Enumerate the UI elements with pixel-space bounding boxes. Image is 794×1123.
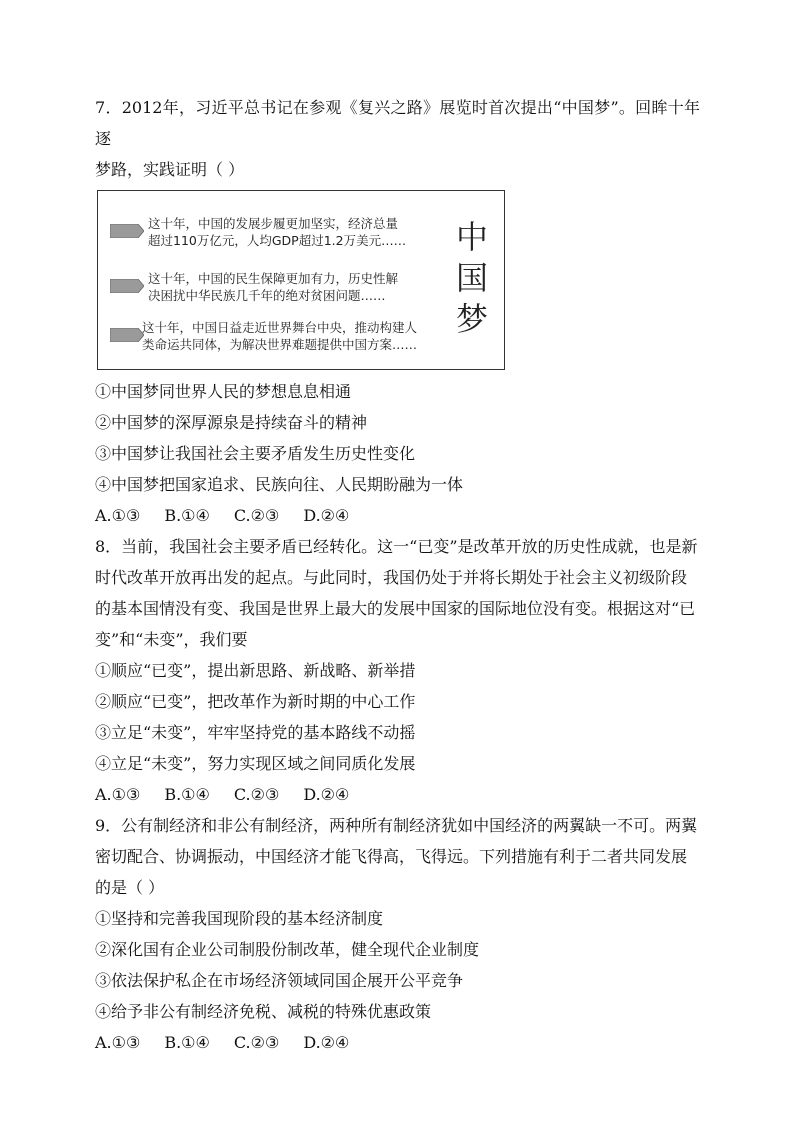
choice-b: B.①④ — [164, 506, 210, 525]
question-8 — [95, 531, 700, 810]
chinese-dream-vertical-title — [454, 217, 490, 340]
arrow-icon — [110, 279, 144, 293]
question-8-option-3: ③立足“未变”，牢牢坚持党的基本路线不动摇 — [95, 723, 416, 742]
choice-d: D.②④ — [303, 785, 350, 804]
choice-a: A.①③ — [95, 1033, 141, 1052]
question-7-choices — [95, 500, 700, 531]
question-8-option-1: ①顺应“已变”，提出新思路、新战略、新举措 — [95, 661, 416, 680]
question-8-stem-line-3: 的基本国情没有变、我国是世界上最大的发展中国家的国际地位没有变。根据这对“已 — [95, 599, 696, 618]
question-9-stem-line-1: 9．公有制经济和非公有制经济，两种所有制经济犹如中国经济的两翼缺一不可。两翼 — [95, 816, 698, 835]
title-char-2: 国 — [455, 259, 488, 297]
choice-b: B.①④ — [164, 1033, 210, 1052]
figure-row-2-text — [148, 270, 448, 304]
question-7-option-3: ③中国梦让我国社会主要矛盾发生历史性变化 — [95, 444, 416, 463]
arrow-icon — [110, 328, 144, 342]
choice-b: B.①④ — [164, 785, 210, 804]
figure-row-3-line-1: 这十年，中国日益走近世界舞台中央，推动构建人 — [142, 320, 418, 335]
question-7-stem-line-2: 梦路，实践证明（ ） — [95, 160, 245, 179]
question-8-option-2: ②顺应“已变”，把改革作为新时期的中心工作 — [95, 692, 416, 711]
question-7-option-4: ④中国梦把国家追求、民族向往、人民期盼融为一体 — [95, 475, 464, 494]
chinese-dream-figure — [97, 190, 505, 370]
question-8-option-4: ④立足“未变”，努力实现区域之间同质化发展 — [95, 754, 416, 773]
figure-row-2-line-2: 决困扰中华民族几千年的绝对贫困问题…… — [148, 288, 386, 303]
question-9-choices — [95, 1027, 700, 1058]
choice-c: C.②③ — [233, 1033, 280, 1052]
figure-row-1-line-1: 这十年，中国的发展步履更加坚实，经济总量 — [148, 216, 399, 231]
figure-row-1-text — [148, 215, 448, 249]
question-9-option-2: ②深化国有企业公司制股份制改革，健全现代企业制度 — [95, 940, 480, 959]
choice-d: D.②④ — [303, 1033, 350, 1052]
question-8-stem-line-2: 时代改革开放再出发的起点。与此同时，我国仍处于并将长期处于社会主义初级阶段 — [95, 568, 688, 587]
question-9-option-4: ④给予非公有制经济免税、减税的特殊优惠政策 — [95, 1002, 432, 1021]
question-7 — [95, 92, 700, 531]
figure-row-1-line-2: 超过110万亿元，人均GDP超过1.2万美元…… — [148, 233, 407, 248]
choice-c: C.②③ — [233, 785, 280, 804]
choice-a: A.①③ — [95, 785, 141, 804]
question-9-stem-line-3: 的是（ ） — [95, 878, 165, 897]
question-9-option-3: ③依法保护私企在市场经济领域同国企展开公平竞争 — [95, 971, 464, 990]
question-9-stem-line-2: 密切配合、协调振动，中国经济才能飞得高，飞得远。下列措施有利于二者共同发展 — [95, 847, 688, 866]
title-char-3: 梦 — [455, 300, 488, 338]
exam-page — [95, 92, 700, 1058]
title-char-1: 中 — [455, 218, 488, 256]
question-9-option-1: ①坚持和完善我国现阶段的基本经济制度 — [95, 909, 384, 928]
choice-d: D.②④ — [303, 506, 350, 525]
question-8-choices — [95, 779, 700, 810]
question-7-option-1: ①中国梦同世界人民的梦想息息相通 — [95, 382, 352, 401]
question-9 — [95, 810, 700, 1058]
question-7-stem-line-1: 7．2012年，习近平总书记在参观《复兴之路》展览时首次提出“中国梦”。回眸十年逐 — [95, 98, 700, 148]
choice-a: A.①③ — [95, 506, 141, 525]
question-8-stem-line-4: 变”和“未变”，我们要 — [95, 630, 248, 649]
choice-c: C.②③ — [233, 506, 280, 525]
figure-row-2-line-1: 这十年，中国的民生保障更加有力，历史性解 — [148, 271, 399, 286]
arrow-icon — [110, 224, 144, 238]
figure-row-3-text — [142, 319, 454, 353]
question-8-stem-line-1: 8．当前，我国社会主要矛盾已经转化。这一“已变”是改革开放的历史性成就，也是新 — [95, 537, 698, 556]
figure-row-3-line-2: 类命运共同体，为解决世界难题提供中国方案…… — [142, 337, 418, 352]
question-7-option-2: ②中国梦的深厚源泉是持续奋斗的精神 — [95, 413, 368, 432]
